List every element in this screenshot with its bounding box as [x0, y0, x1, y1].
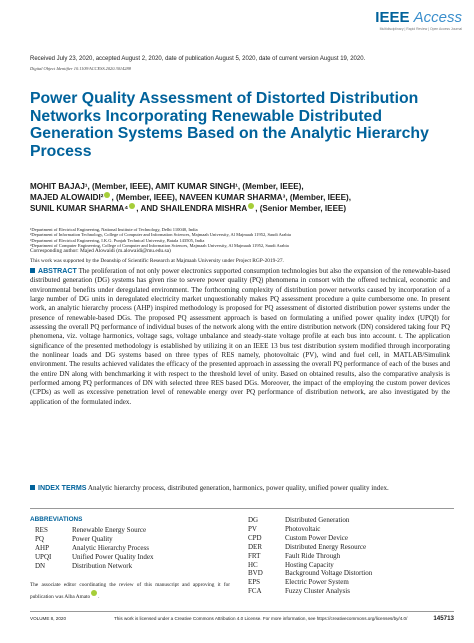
logo-tagline: Multidisciplinary | Rapid Review | Open Access Journal	[379, 27, 462, 31]
abbreviation-row	[35, 544, 153, 553]
abbreviation-meaning: Photovoltaic	[285, 524, 321, 533]
abbreviation-row	[248, 569, 372, 578]
abbreviation-row	[248, 587, 372, 596]
author-name: , (Senior Member, IEEE)	[255, 204, 347, 214]
section-square-icon	[30, 485, 35, 490]
author-name: , (Member, IEEE), NAVEEN KUMAR SHARMA³, (Member, IEEE),	[111, 193, 352, 203]
abbreviation-meaning: Analytic Hierarchy Process	[72, 543, 149, 552]
author-line	[30, 203, 450, 214]
author-name: , AND SHAILENDRA MISHRA	[136, 204, 248, 214]
index-terms-section	[30, 484, 450, 493]
corresponding-author: Corresponding author: Majed Alowaidi (m.alowaidi@mu.edu.sa)	[30, 248, 171, 254]
received-dates: Received July 23, 2020, accepted August 2, 2020, date of publication August 5, 2020, date of current version August 19, 2020.	[30, 56, 366, 62]
abbreviation-code: DN	[35, 561, 46, 570]
abbreviations-heading: ABBREVIATIONS	[30, 516, 83, 523]
abbreviation-row	[248, 525, 372, 534]
abbreviation-code: HC	[248, 560, 258, 569]
funding-note: This work was supported by the Deanship of Scientific Research at Majmaah University under Project RGP-2019-27.	[30, 258, 284, 264]
abbreviation-code: FRT	[248, 551, 261, 560]
author-name: MAJED ALOWAIDI²	[30, 193, 104, 203]
doi-identifier[interactable]: Digital Object Identifier 10.1109/ACCESS.2020.3014288	[30, 66, 131, 71]
orcid-icon[interactable]	[129, 203, 135, 209]
associate-editor-note: The associate editor coordinating the review of this manuscript and approving it for publication was Alba Amato .	[30, 582, 230, 600]
affiliation-line: ¹Department of Electrical Engineering, National Institute of Technology, Delhi 110040, India	[30, 227, 198, 232]
abbreviation-list-right	[248, 516, 372, 596]
abbreviation-row	[35, 553, 153, 562]
abbreviation-meaning: Renewable Energy Source	[72, 526, 147, 534]
orcid-icon[interactable]	[91, 590, 97, 596]
affiliations	[30, 227, 450, 248]
abbreviation-code: RES	[35, 526, 48, 534]
license-text[interactable]: This work is licensed under a Creative Commons Attribution 4.0 License. For more information, see https://creativecommons.org/licenses/by/4.0/	[114, 616, 408, 621]
abbreviation-code: EPS	[248, 578, 261, 587]
paper-title: Power Quality Assessment of Distorted Distribution Networks Incorporating Renewable Distributed Generation Systems Based on the Analytic Hierarchy Process	[30, 90, 429, 160]
editor-note-text: The associate editor coordinating the review of this manuscript and approving it for publication was Alba Amato	[30, 582, 230, 600]
affiliation-line: ⁴Department of Computer Engineering, College of Computer and Information Sciences, Majmaah University, Al Majmaah 11952, Saudi Arabia	[30, 242, 289, 248]
abbreviation-row	[248, 578, 372, 587]
abbreviation-meaning: Background Voltage Distortion	[285, 569, 373, 578]
abbreviation-row	[35, 562, 153, 571]
orcid-icon[interactable]	[248, 203, 254, 209]
abbreviation-row	[248, 543, 372, 552]
abbreviation-meaning: Distributed Generation	[285, 516, 350, 524]
volume-label: VOLUME 8, 2020	[30, 616, 67, 621]
affiliation-line: ³Department of Electrical Engineering, I.K.G. Punjab Technical University, Batala 143505, India	[30, 237, 205, 243]
abbreviation-meaning: Hosting Capacity	[285, 560, 334, 569]
abbreviation-meaning: Electric Power System	[285, 578, 349, 587]
author-name: SUNIL KUMAR SHARMA⁴	[30, 204, 129, 214]
author-line	[30, 192, 450, 203]
abstract-text: The proliferation of not only power electronics supported consumption technologies but also the expansion of the renewable-based distributed generation (DG) systems has given rise to severe power quality (PQ) phenomena in consort with the offered technical, economic and environmental benefits under deregulated environment. The forthcoming complexity of distribution power networks caused by incorporation of a large number of DG units in deregulated electricity market unquestionably makes PQ assessment procedure a quite cumbersome one. In present work, an analytic hierarchy process (AHP) inspired methodology is proposed for PQ assessment of distorted distribution power systems under the presence of renewable-based DGs. The proposed PQ assessment approach is based on formulating a unified power quality index (UPQI) for assessing the overall PQ performance of individual buses of the network along with the entire distribution network (DN) considered taking four PQ phenomena, viz. voltage harmonics, voltage sags, voltage unbalance and steady-state voltage profile at each bus into account. t. The application significance of the presented methodology is established by utilizing it on an IEEE 13 bus test distribution system modified through incorporating the nonlinear loads and DG systems based on three types of RES namely, photovoltaic (PV), wind and fuel cell, in MATLAB/Simulink environment. The results achieved validates the efficacy of the presented approach in assessing the overall PQ performance of each of the buses and the entire DN along with benchmarking it with respect to the threshold level of unity. Based on obtained results, also the comparative analysis is performed among PQ performances of DN with selected three RES based DGs. Moreover, the impact of the employing the custom power devices (CPDs) as well as excessive penetration level of renewable energy over PQ performance of distribution network, are also investigated by the application of the formulated index.	[30, 267, 451, 406]
logo-ieee-text: IEEE	[375, 9, 410, 26]
abbreviation-row	[248, 561, 372, 570]
abbreviation-row	[35, 535, 153, 544]
footer-divider	[30, 611, 454, 612]
abbreviation-code: PQ	[35, 534, 44, 543]
abbreviation-meaning: Custom Power Device	[285, 533, 348, 542]
journal-logo	[375, 10, 462, 31]
abbreviation-meaning: Distributed Energy Resource	[285, 542, 367, 551]
abbreviation-row	[248, 516, 372, 525]
abbreviation-code: AHP	[35, 543, 50, 552]
abbreviation-row	[248, 534, 372, 543]
abbreviation-code: FCA	[248, 587, 262, 596]
abbreviation-code: BVD	[248, 569, 263, 578]
page-number: 145713	[433, 615, 454, 622]
author-list	[30, 181, 450, 215]
abbreviation-list-left	[35, 526, 153, 571]
abbreviation-meaning: Power Quality	[72, 534, 113, 543]
orcid-icon[interactable]	[104, 192, 110, 198]
abbreviation-code: PV	[248, 524, 257, 533]
section-divider	[30, 508, 454, 509]
abstract-section	[30, 267, 450, 407]
abbreviation-code: CPD	[248, 533, 262, 542]
abbreviation-meaning: Distribution Network	[72, 561, 133, 570]
logo-access-text: Access	[413, 9, 462, 26]
affiliation-line: ²Department of Information Technology, College of Computer and Information Sciences, Majmaah University, Al Majmaah 11952, Saudi Arabia	[30, 232, 291, 238]
abbreviation-meaning: Unified Power Quality Index	[72, 552, 154, 561]
index-terms-text: Analytic hierarchy process, distributed generation, harmonics, power quality, unified power quality index.	[87, 484, 389, 492]
abbreviation-row	[35, 526, 153, 535]
index-terms-heading: INDEX TERMS	[38, 484, 87, 492]
abbreviation-code: DER	[248, 542, 262, 551]
abbreviation-code: UPQI	[35, 552, 52, 561]
author-line: MOHIT BAJAJ¹, (Member, IEEE), AMIT KUMAR SINGH¹, (Member, IEEE),	[30, 182, 304, 191]
abbreviation-row	[248, 552, 372, 561]
section-square-icon	[30, 268, 35, 273]
abbreviation-meaning: Fault Ride Through	[285, 551, 341, 560]
abbreviation-meaning: Fuzzy Cluster Analysis	[285, 587, 350, 596]
abbreviation-code: DG	[248, 516, 259, 524]
abstract-heading: ABSTRACT	[38, 268, 77, 275]
